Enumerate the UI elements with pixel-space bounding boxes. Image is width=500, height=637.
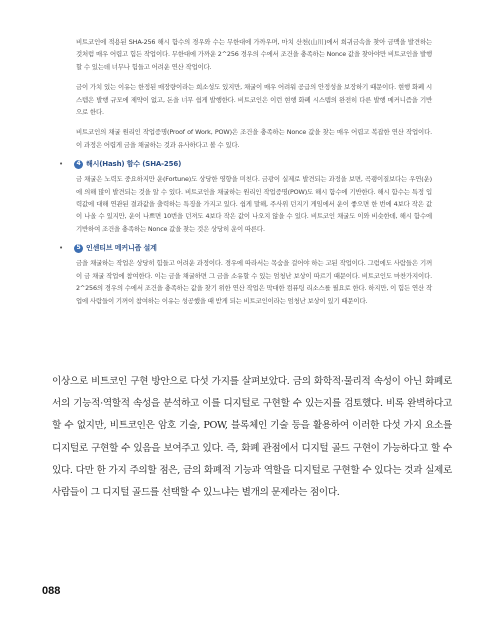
bullet-icon: • — [59, 160, 63, 169]
box-paragraph-1: 비트코인에 적용된 SHA-256 해시 함수의 경우와 수는 무한대에 가까우며, 마치 산천(山川)에서 희귀금속을 찾아 금맥을 발견하는 것처럼 매우 어렵고 힘든 작업이다. 무한대에 가까운 2^256 경우의 수에서 조건을 충족하는 Nonce 값을 찾아야만 비트코인을 발행할 수 있는데 너무나 힘들고 어려운 연산 작업이다. — [76, 38, 432, 71]
section-5-heading — [56, 241, 432, 255]
section-4-title: 해시(Hash) 함수 (SHA-256) — [86, 160, 182, 169]
section-5-text: 금을 채굴하는 작업은 상당히 힘들고 어려운 과정이다. 경우에 따라서는 목숨을 걸어야 하는 고된 작업이다. 그럼에도 사람들은 기꺼이 금 채굴 작업에 참여한다. 이는 금을 채굴하면 그 금을 소유할 수 있는 엄청난 보상이 따르기 때문이다. 비트코인도 마찬가지이다. 2^256의 경우의 수에서 조건을 충족하는 값을 찾기 위한 연산 작업은 막대한 컴퓨팅 리소스를 필요로 한다. 하지만, 이 힘든 연산 작업에 사람들이 기꺼이 참여하는 이유는 성공했을 때 받게 되는 비트코인이라는 엄청난 보상이 있기 때문이다. — [76, 259, 432, 305]
number-badge-icon: 5 — [74, 244, 83, 253]
main-body-paragraph: 이상으로 비트코인 구현 방안으로 다섯 가지를 살펴보았다. 금의 화학적·물리적 속성이 아닌 화폐로서의 기능적·역할적 속성을 분석하고 이를 디지털로 구현할 수 있는지를 검토했다. 비록 완벽하다고 할 수 없지만, 비트코인은 암호 기술, POW, 블록체인 기술 등을 활용하여 이러한 다섯 가지 요소를 디지털로 구현할 수 있음을 보여주고 있다. 즉, 화폐 관점에서 디지털 골드 구현이 가능하다고 할 수 있다. 다만 한 가지 주의할 점은, 금의 화폐적 기능과 역할을 디지털로 구현할 수 있다는 것과 실제로 사람들이 그 디지털 골드를 선택할 수 있느냐는 별개의 문제라는 점이다. — [52, 376, 452, 499]
page-number: 088 — [42, 585, 61, 597]
number-badge-icon: 4 — [74, 160, 83, 169]
section-4-heading — [56, 157, 432, 171]
bullet-icon: • — [59, 244, 63, 253]
sidebar-box — [59, 36, 432, 315]
section-5-title: 인센티브 메커니즘 설계 — [86, 244, 157, 253]
box-paragraph-3: 비트코인의 채굴 원리인 작업증명(Proof of Work, POW)은 조건을 충족하는 Nonce 값을 찾는 매우 어렵고 복잡한 연산 작업이다. 이 과정은 어렵게 금을 채굴하는 것과 유사하다고 볼 수 있다. — [76, 128, 432, 149]
section-4-text: 금 채굴은 노력도 중요하지만 운(Fortune)도 상당한 영향을 미친다. 금광이 실제로 발견되는 과정을 보면, 곡괭이질보다는 우연(운)에 의해 많이 발견되는 것을 알 수 있다. 비트코인을 채굴하는 원리인 작업증명(POW)도 해시 함수에 기반한다. 해시 함수는 특정 입력값에 대해 연관된 결과값을 출력하는 특징을 가지고 있다. 쉽게 말해, 주사위 던지기 게임에서 운이 좋으면 한 번에 4보다 작은 값이 나올 수 있지만, 운이 나쁘면 10번을 던져도 4보다 작은 값이 나오지 않을 수 있다. 비트코인 채굴도 이와 비슷한데, 해시 함수에 기반하여 조건을 충족하는 Nonce 값을 찾는 것은 상당히 운이 따른다. — [76, 175, 432, 233]
box-paragraph-2: 금이 가치 있는 이유는 한정된 매장량이라는 희소성도 있지만, 채굴이 매우 어려워 공급의 안정성을 보장하기 때문이다. 현행 화폐 시스템은 발행 규모에 제약이 없고, 돈을 너무 쉽게 발행한다. 비트코인은 이런 현행 화폐 시스템의 완전히 다른 발행 메커니즘을 기반으로 한다. — [76, 83, 432, 117]
